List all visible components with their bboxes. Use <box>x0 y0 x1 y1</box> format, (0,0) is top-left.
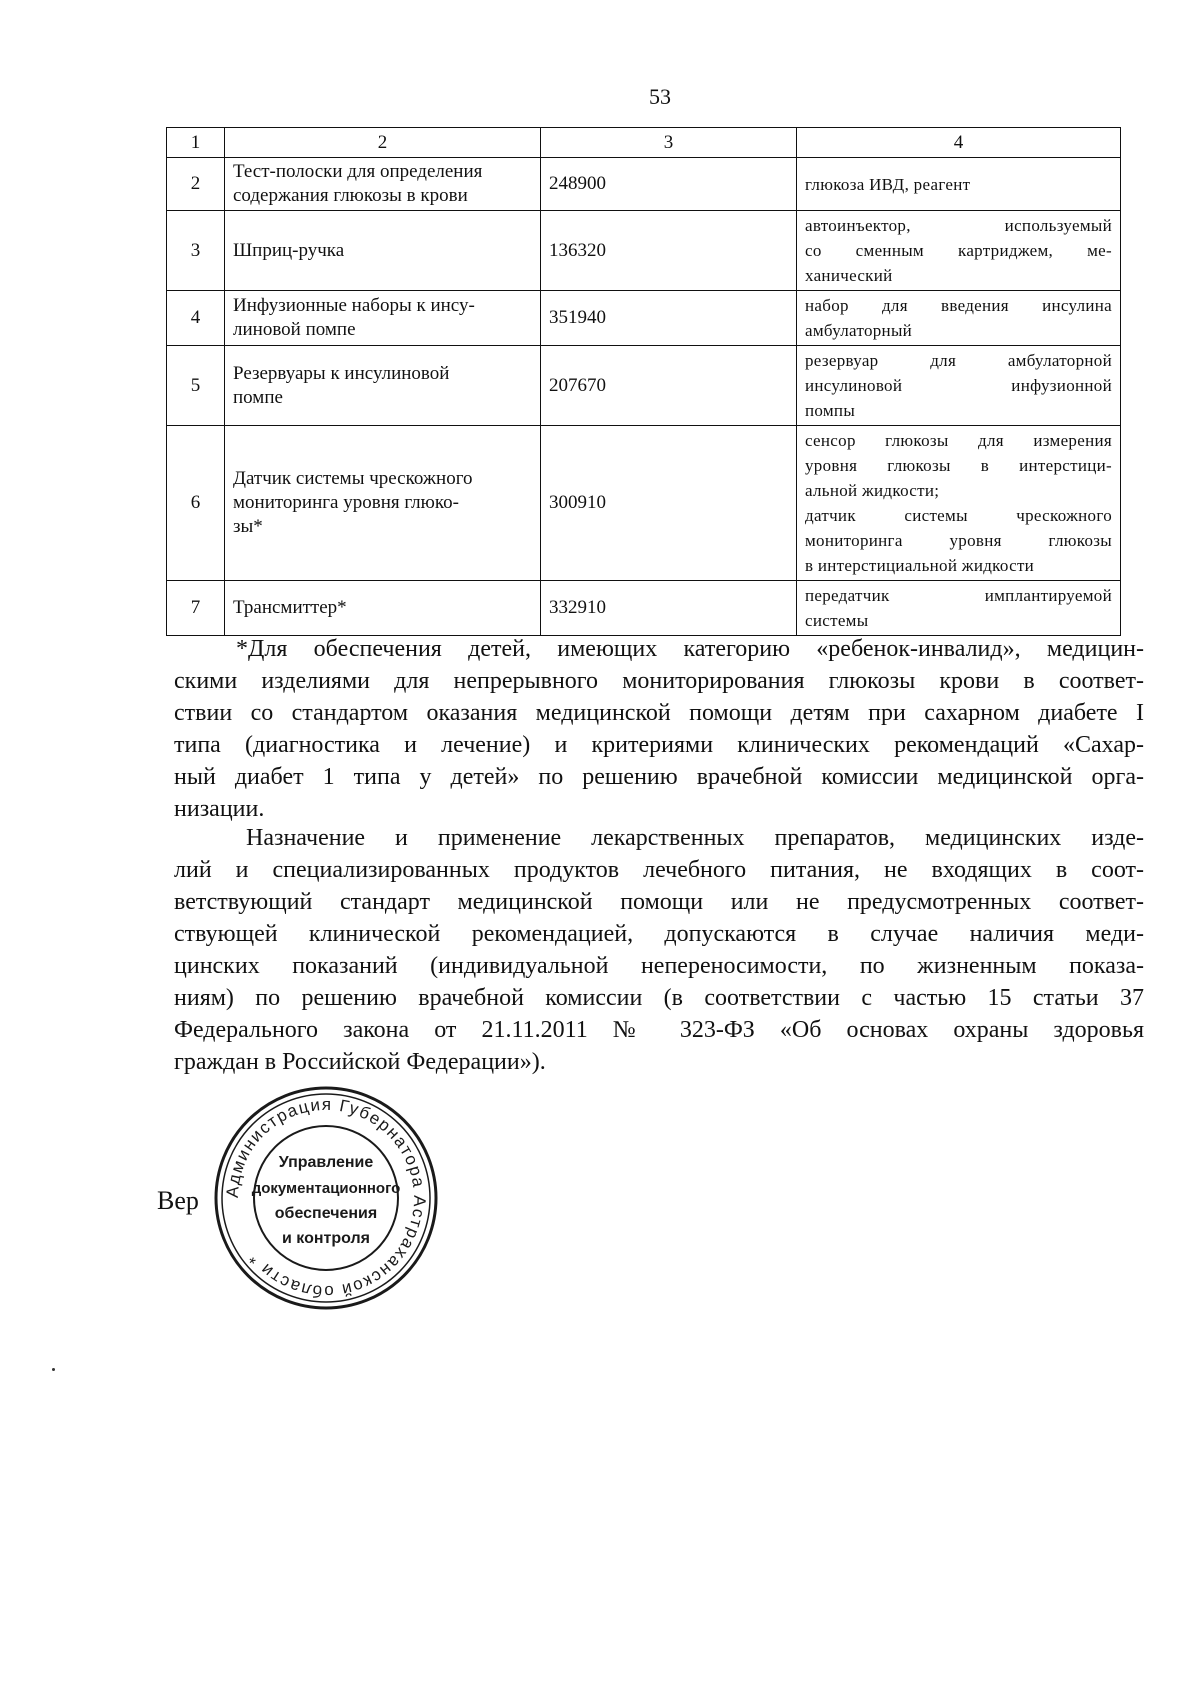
device-name-line: Инфузионные наборы к инсу- <box>233 295 475 316</box>
device-description-line: резервуар для амбулаторной <box>805 351 1112 370</box>
device-description-line: амбулаторный <box>805 321 913 340</box>
device-code: 351940 <box>541 291 797 346</box>
paragraph-line: ный диабет 1 типа у детей» по решению врачебной комиссии медицинской орга- <box>174 764 1144 790</box>
seal-inner-line: документационного <box>251 1180 401 1197</box>
device-name-line: зы* <box>233 516 263 537</box>
device-description <box>797 211 1121 291</box>
header-col-3: 3 <box>541 128 797 158</box>
verno-label: Вер <box>157 1186 199 1215</box>
paragraph-line: ствующей клинической рекомендацией, допускаются в случае наличия меди- <box>174 921 1144 947</box>
official-seal <box>213 1085 439 1311</box>
device-description-line: набор для введения инсулина <box>805 296 1112 315</box>
header-col-4: 4 <box>797 128 1121 158</box>
row-number: 5 <box>167 346 225 426</box>
paragraph-line: ниям) по решению врачебной комиссии (в соответствии с частью 15 статьи 37 <box>174 985 1144 1011</box>
device-description-line: со сменным картриджем, ме- <box>805 241 1112 260</box>
device-name-line: Резервуары к инсулиновой <box>233 362 450 384</box>
device-description-line: глюкоза ИВД, реагент <box>805 174 971 194</box>
device-description-line: альной жидкости; <box>805 481 940 500</box>
header-col-2: 2 <box>225 128 541 158</box>
paragraph-line: Назначение и применение лекарственных препаратов, медицинских изде- <box>246 825 1144 851</box>
row-number: 6 <box>167 426 225 581</box>
seal-outer-ring <box>216 1088 436 1308</box>
device-name-line: мониторинга уровня глюко- <box>233 492 459 513</box>
seal-inner-line: Управление <box>278 1154 374 1171</box>
footnote-paragraph <box>174 633 1144 825</box>
paragraph-line: низации. <box>174 796 265 822</box>
device-description-line: сенсор глюкозы для измерения <box>805 431 1112 450</box>
device-name-line: Тест-полоски для определения <box>233 161 483 182</box>
paragraph-line: цинских показаний (индивидуальной непереносимости, по жизненным показа- <box>174 953 1144 979</box>
device-description-line: передатчик имплантируемой <box>805 586 1112 605</box>
row-number: 2 <box>167 158 225 211</box>
seal-inner-ring <box>254 1126 398 1270</box>
device-name <box>225 346 541 426</box>
paragraph-line: граждан в Российской Федерации»). <box>174 1049 546 1075</box>
device-description-line: помпы <box>805 401 856 420</box>
device-name-line: содержания глюкозы в крови <box>233 185 468 206</box>
medical-devices-table <box>166 127 1121 636</box>
device-code: 332910 <box>541 581 797 636</box>
device-name-line: Трансмиттер* <box>233 597 347 618</box>
appointment-paragraph <box>174 822 1144 1078</box>
device-name-line: помпе <box>233 386 283 408</box>
header-col-1: 1 <box>167 128 225 158</box>
device-name <box>225 581 541 636</box>
device-name <box>225 211 541 291</box>
device-code: 207670 <box>541 346 797 426</box>
device-name <box>225 426 541 581</box>
device-description-line: ханический <box>805 266 893 285</box>
speck <box>52 1368 55 1371</box>
paragraph-line: ветствующий стандарт медицинской помощи или не предусмотренных соответ- <box>174 889 1144 915</box>
paragraph-line: скими изделиями для непрерывного мониторирования глюкозы крови в соответ- <box>174 668 1144 694</box>
table-row <box>167 581 1121 636</box>
device-name <box>225 158 541 211</box>
paragraph-line: *Для обеспечения детей, имеющих категорию «ребенок-инвалид», медицин- <box>236 636 1144 662</box>
device-description-line: датчик системы чрескожного <box>805 506 1112 525</box>
table-row <box>167 291 1121 346</box>
device-description <box>797 426 1121 581</box>
table-row <box>167 426 1121 581</box>
device-name <box>225 291 541 346</box>
seal-inner-line: и контроля <box>282 1230 370 1247</box>
device-description-line: инсулиновой инфузионной <box>805 376 1112 395</box>
seal-inner-line: обеспечения <box>274 1205 378 1222</box>
row-number: 4 <box>167 291 225 346</box>
paragraph-line: типа (диагностика и лечение) и критериями клинических рекомендаций «Сахар- <box>174 732 1144 758</box>
table-row <box>167 158 1121 211</box>
device-description <box>797 581 1121 636</box>
page-number: 53 <box>649 84 671 109</box>
table-row <box>167 211 1121 291</box>
device-description-line: автоинъектор, используемый <box>805 216 1112 235</box>
device-description-line: мониторинга уровня глюкозы <box>805 531 1112 550</box>
device-name-line: Шприц-ручка <box>233 239 345 261</box>
device-description <box>797 158 1121 211</box>
table-header-row <box>167 128 1121 158</box>
device-description <box>797 346 1121 426</box>
paragraph-line: Федерального закона от 21.11.2011 № 323-ФЗ «Об основах охраны здоровья <box>174 1017 1144 1043</box>
table-row <box>167 346 1121 426</box>
seal-outer-text: Администрация Губернатора Астраханской области * <box>222 1094 430 1302</box>
device-description-line: системы <box>805 611 869 630</box>
device-description-line: уровня глюкозы в интерстици- <box>805 456 1112 475</box>
device-name-line: Датчик системы чрескожного <box>233 468 473 489</box>
device-code: 300910 <box>541 426 797 581</box>
row-number: 3 <box>167 211 225 291</box>
device-description-line: в интерстициальной жидкости <box>805 556 1035 575</box>
paragraph-line: ствии со стандартом оказания медицинской помощи детям при сахарном диабете I <box>174 700 1144 726</box>
paragraph-line: лий и специализированных продуктов лечебного питания, не входящих в соот- <box>174 857 1144 883</box>
device-code: 248900 <box>541 158 797 211</box>
device-code: 136320 <box>541 211 797 291</box>
device-description <box>797 291 1121 346</box>
device-name-line: линовой помпе <box>233 319 356 340</box>
row-number: 7 <box>167 581 225 636</box>
